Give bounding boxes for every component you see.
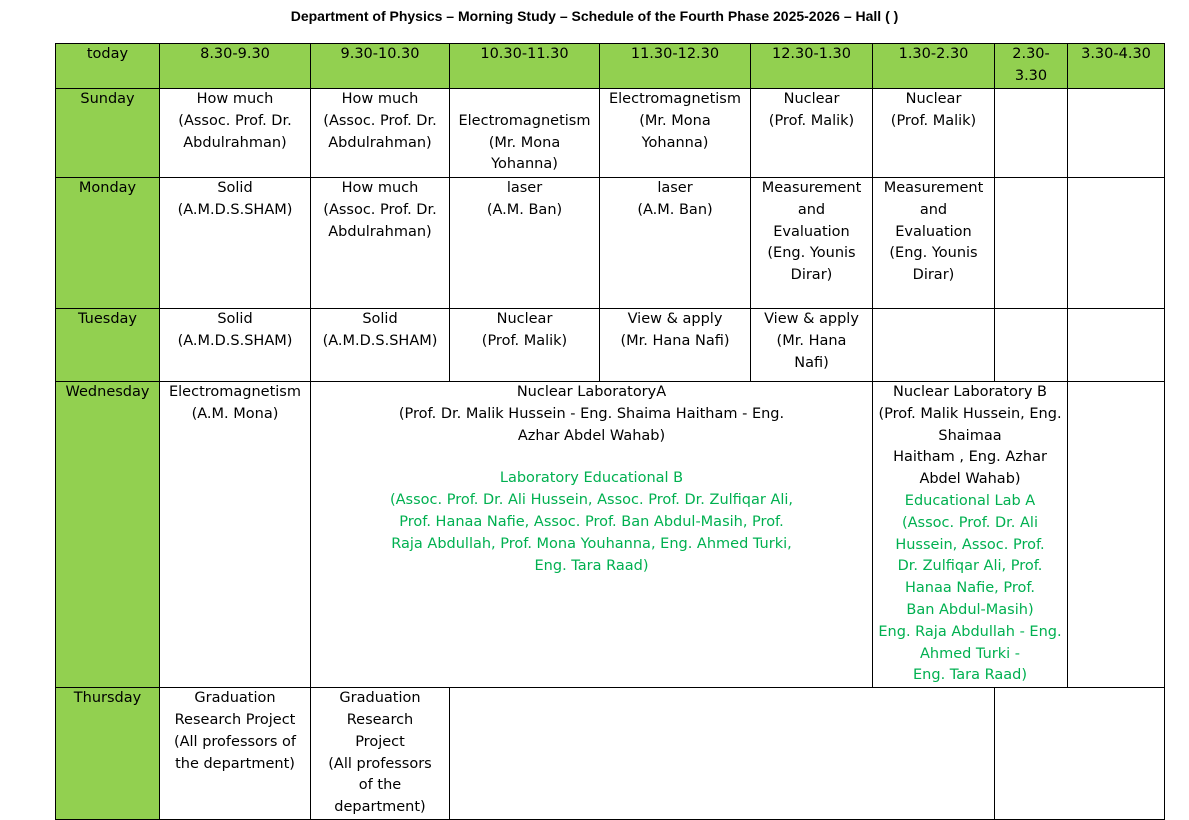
educational-lab-a-staff: (Assoc. Prof. Dr. Ali Hussein, Assoc. Prof. Dr. Zulfiqar Ali, Prof. Hanaa Nafie, Prof. Ban Abdul-Masih) Eng. Raja Abdullah - Eng. Ahmed Turki - Eng. Tara Raad) bbox=[878, 514, 1062, 684]
tuesday-slot-5: View & apply (Mr. Hana Nafi) bbox=[751, 309, 873, 382]
monday-slot-6: Measurement and Evaluation (Eng. Younis Dirar) bbox=[873, 178, 995, 309]
row-thursday bbox=[56, 688, 1165, 820]
nuclear-lab-b-title: Nuclear Laboratory B bbox=[893, 384, 1047, 400]
educational-lab-b-staff: (Assoc. Prof. Dr. Ali Hussein, Assoc. Prof. Dr. Zulfiqar Ali, Prof. Hanaa Nafie, Assoc. Prof. Ban Abdul-Masih, Prof. Raja Abdullah, Prof. Mona Youhanna, Eng. Ahmed Turki, Eng. Tara Raad) bbox=[389, 492, 794, 574]
monday-slot-7 bbox=[995, 178, 1068, 309]
nuclear-lab-a-staff: (Prof. Dr. Malik Hussein - Eng. Shaima Haitham - Eng. Azhar Abdel Wahab) bbox=[398, 405, 785, 444]
header-slot-3: 10.30-11.30 bbox=[450, 44, 600, 89]
header-slot-5: 12.30-1.30 bbox=[751, 44, 873, 89]
header-slot-1: 8.30-9.30 bbox=[160, 44, 311, 89]
thursday-empty-block-2 bbox=[995, 688, 1165, 820]
sunday-slot-3: Electromagnetism (Mr. Mona Yohanna) bbox=[450, 89, 600, 178]
wednesday-nuclear-lab-b bbox=[873, 382, 1068, 688]
row-sunday bbox=[56, 89, 1165, 178]
tuesday-slot-3: Nuclear (Prof. Malik) bbox=[450, 309, 600, 382]
header-today: today bbox=[56, 44, 160, 89]
header-slot-4: 11.30-12.30 bbox=[600, 44, 751, 89]
monday-slot-5: Measurement and Evaluation (Eng. Younis Dirar) bbox=[751, 178, 873, 309]
nuclear-lab-a-title: Nuclear LaboratoryA bbox=[516, 384, 667, 400]
header-slot-7: 2.30- 3.30 bbox=[995, 44, 1068, 89]
header-slot-6: 1.30-2.30 bbox=[873, 44, 995, 89]
tuesday-slot-6 bbox=[873, 309, 995, 382]
schedule-table bbox=[55, 43, 1165, 820]
wednesday-slot-8 bbox=[1068, 382, 1165, 688]
header-slot-2: 9.30-10.30 bbox=[311, 44, 450, 89]
sunday-slot-1: How much (Assoc. Prof. Dr. Abdulrahman) bbox=[160, 89, 311, 178]
tuesday-slot-7 bbox=[995, 309, 1068, 382]
wednesday-nuclear-lab-a bbox=[311, 382, 873, 688]
day-label-monday: Monday bbox=[56, 178, 160, 309]
schedule-title: Department of Physics – Morning Study – Schedule of the Fourth Phase 2025-2026 – Hall ( ) bbox=[290, 8, 899, 24]
monday-slot-3: laser (A.M. Ban) bbox=[450, 178, 600, 309]
sunday-slot-8 bbox=[1068, 89, 1165, 178]
day-label-thursday: Thursday bbox=[56, 688, 160, 820]
day-label-wednesday: Wednesday bbox=[56, 382, 160, 688]
sunday-slot-6: Nuclear (Prof. Malik) bbox=[873, 89, 995, 178]
tuesday-slot-1: Solid (A.M.D.S.SHAM) bbox=[160, 309, 311, 382]
row-tuesday bbox=[56, 309, 1165, 382]
educational-lab-b-title: Laboratory Educational B bbox=[499, 470, 684, 487]
header-row bbox=[56, 44, 1165, 89]
monday-slot-1: Solid (A.M.D.S.SHAM) bbox=[160, 178, 311, 309]
sunday-slot-2: How much (Assoc. Prof. Dr. Abdulrahman) bbox=[311, 89, 450, 178]
tuesday-slot-2: Solid (A.M.D.S.SHAM) bbox=[311, 309, 450, 382]
nuclear-lab-b-staff: (Prof. Malik Hussein, Eng. Shaimaa Haitham , Eng. Azhar Abdel Wahab) bbox=[878, 405, 1062, 488]
sunday-slot-5: Nuclear (Prof. Malik) bbox=[751, 89, 873, 178]
monday-slot-2: How much (Assoc. Prof. Dr. Abdulrahman) bbox=[311, 178, 450, 309]
tuesday-slot-8 bbox=[1068, 309, 1165, 382]
monday-slot-4: laser (A.M. Ban) bbox=[600, 178, 751, 309]
sunday-slot-4: Electromagnetism (Mr. Mona Yohanna) bbox=[600, 89, 751, 178]
thursday-slot-2: Graduation Research Project (All professors of the department) bbox=[311, 688, 450, 820]
thursday-slot-1: Graduation Research Project (All professors of the department) bbox=[160, 688, 311, 820]
monday-slot-8 bbox=[1068, 178, 1165, 309]
wednesday-slot-1: Electromagnetism (A.M. Mona) bbox=[160, 382, 311, 688]
header-slot-8: 3.30-4.30 bbox=[1068, 44, 1165, 89]
row-monday bbox=[56, 178, 1165, 309]
day-label-sunday: Sunday bbox=[56, 89, 160, 178]
tuesday-slot-4: View & apply (Mr. Hana Nafi) bbox=[600, 309, 751, 382]
day-label-tuesday: Tuesday bbox=[56, 309, 160, 382]
sunday-slot-7 bbox=[995, 89, 1068, 178]
educational-lab-a-title: Educational Lab A bbox=[904, 492, 1036, 509]
thursday-empty-block-1 bbox=[450, 688, 995, 820]
row-wednesday bbox=[56, 382, 1165, 688]
